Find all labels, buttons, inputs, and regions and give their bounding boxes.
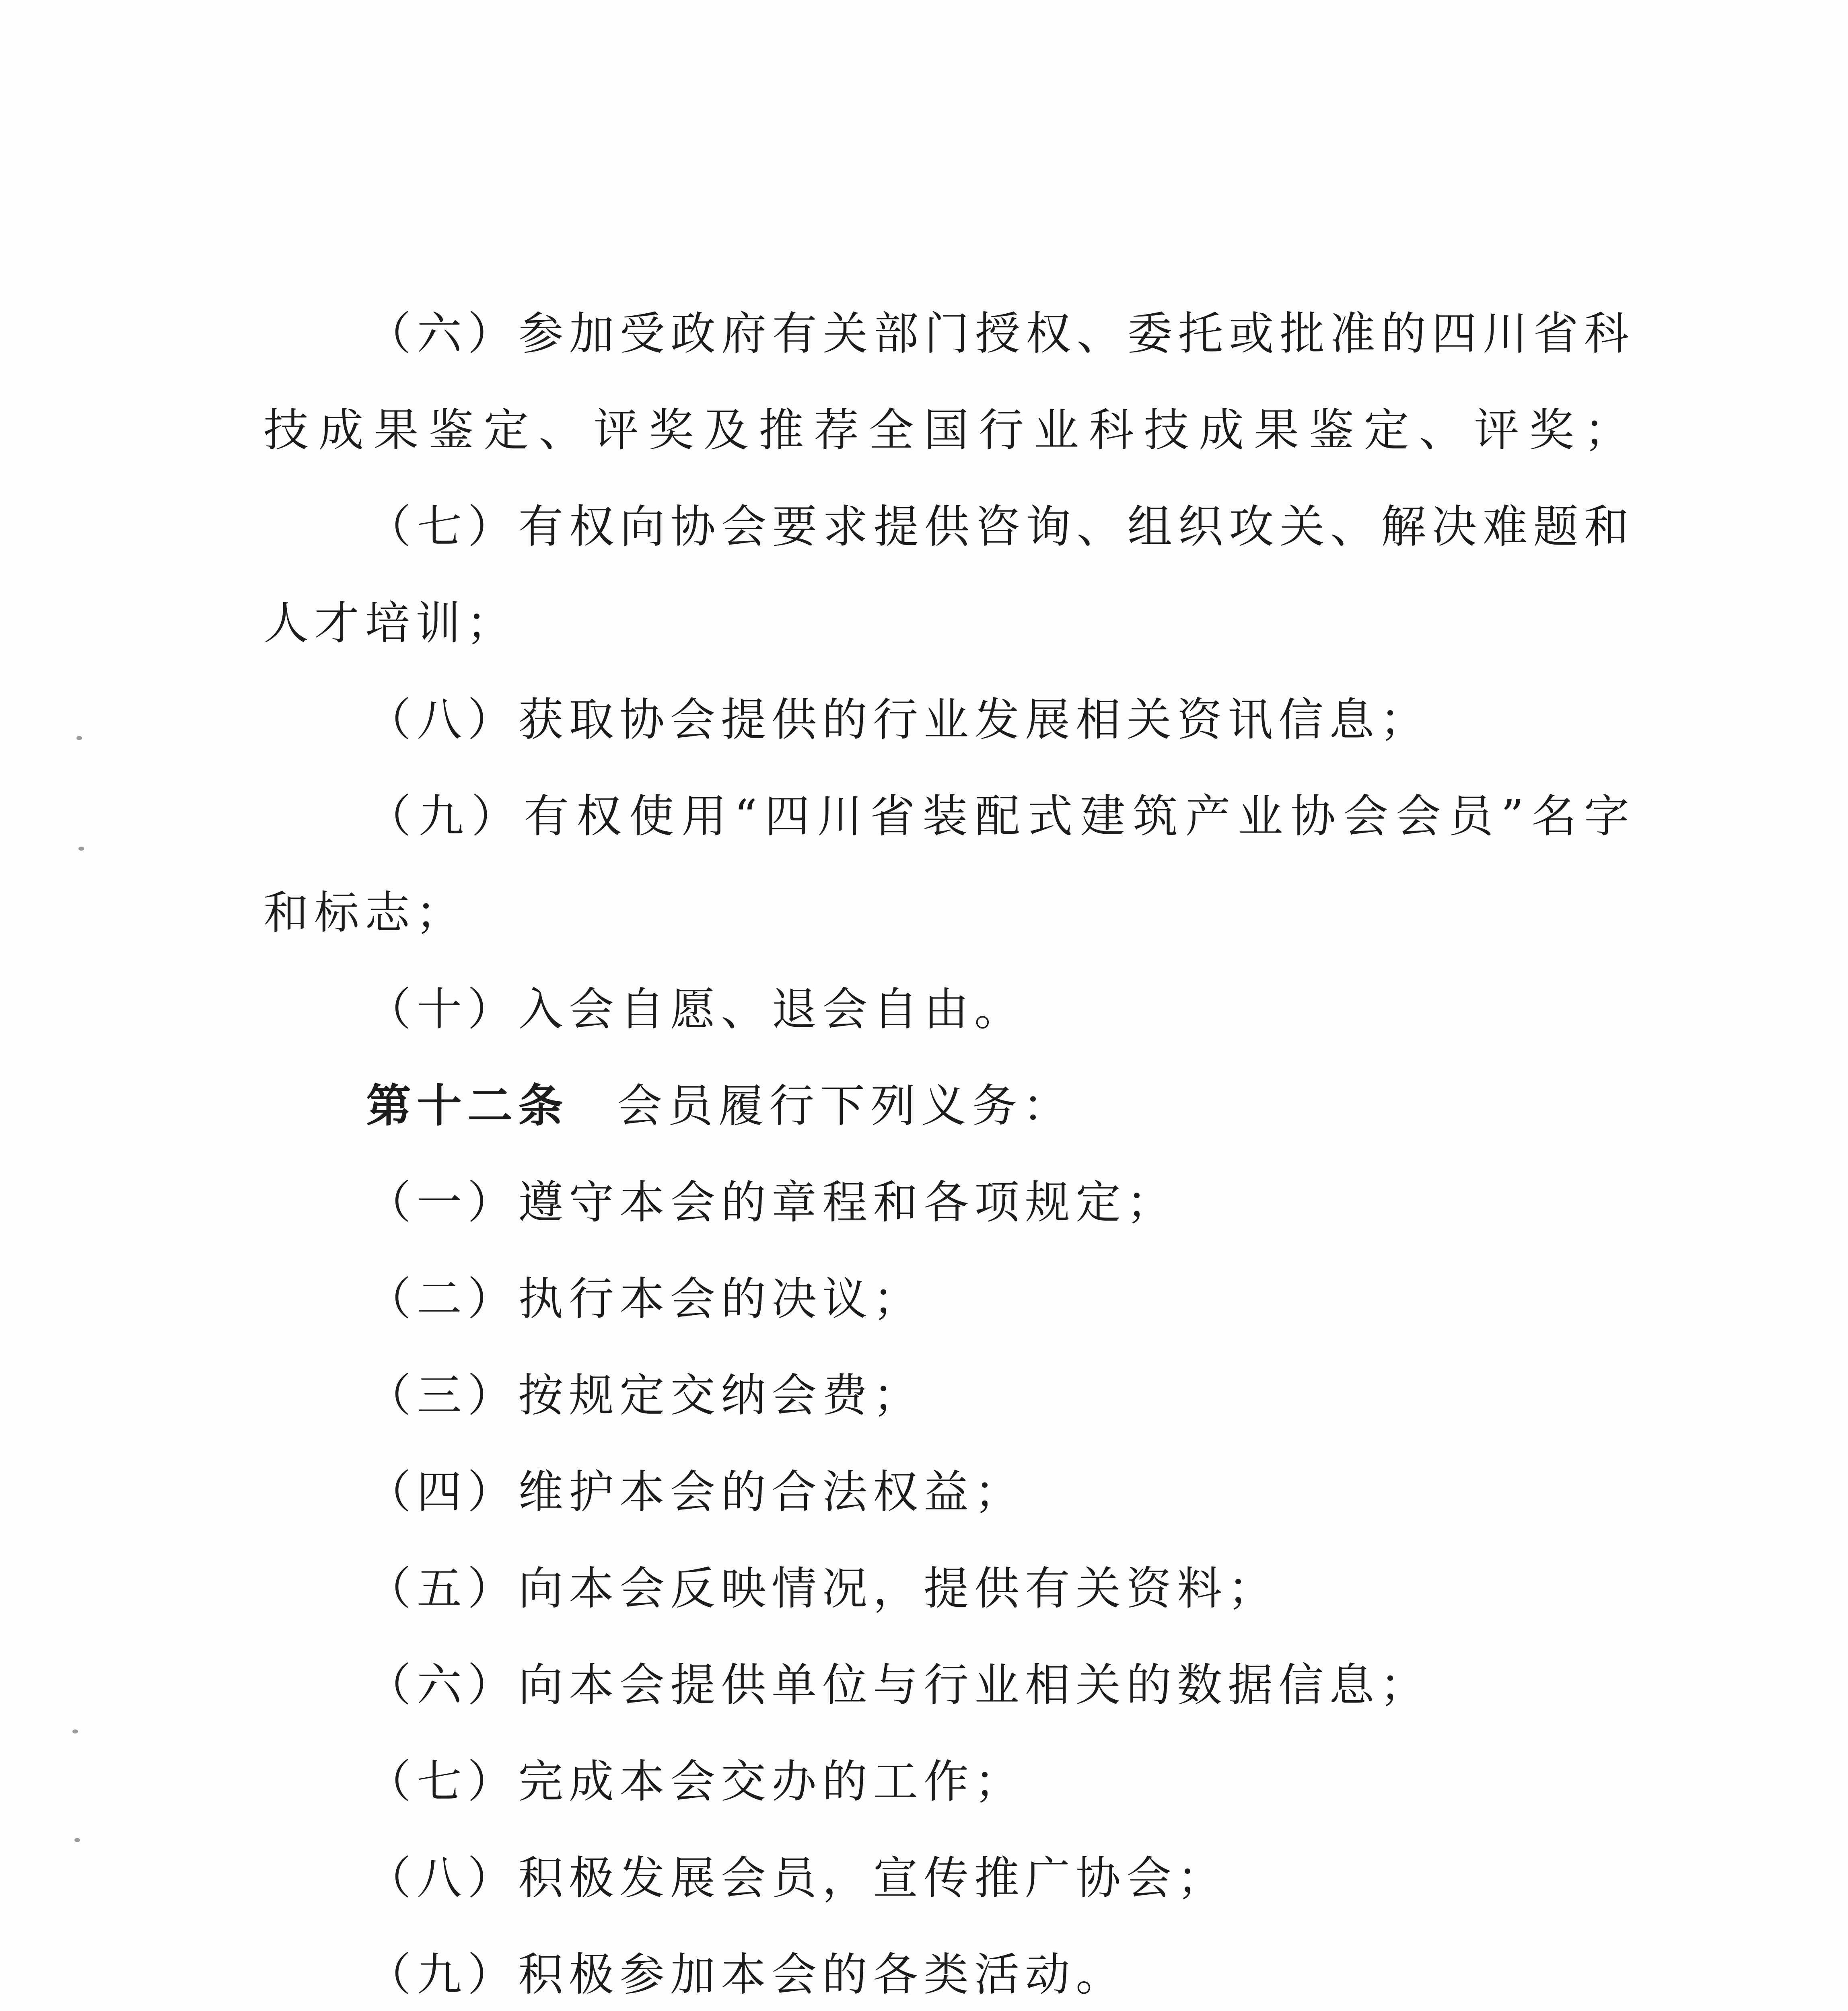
glyph: 有: [524, 790, 569, 843]
text-line: [366, 788, 1629, 845]
glyph: 技: [263, 404, 309, 456]
text-line: 和标志；: [263, 887, 466, 939]
glyph: 四: [1432, 308, 1477, 360]
glyph: 川: [817, 790, 862, 843]
glyph: 织: [1178, 501, 1223, 553]
glyph: 关: [1279, 501, 1325, 553]
glyph: 字: [1584, 790, 1629, 843]
glyph: 会: [721, 501, 767, 553]
glyph: 要: [772, 501, 817, 553]
glyph: 供: [924, 501, 969, 553]
glyph: 攻: [1229, 501, 1274, 553]
glyph: 员: [1448, 790, 1494, 843]
glyph: 咨: [975, 501, 1020, 553]
glyph: 协: [1290, 790, 1336, 843]
glyph: 门: [924, 308, 969, 360]
glyph: 评: [593, 404, 639, 456]
glyph: 和: [1584, 501, 1629, 553]
glyph: 名: [1531, 790, 1577, 843]
glyph: 府: [721, 308, 767, 360]
glyph: 权: [576, 790, 621, 843]
glyph: 权: [569, 501, 614, 553]
glyph: 政: [670, 308, 716, 360]
text-line: 人才培训；: [263, 597, 517, 650]
scan-speck: [72, 1729, 78, 1733]
glyph: 建: [1080, 790, 1126, 843]
glyph: （: [366, 790, 411, 843]
glyph: 成: [1199, 404, 1244, 456]
scan-speck: [74, 1838, 80, 1842]
glyph: 用: [681, 790, 727, 843]
glyph: “: [734, 790, 757, 843]
glyph: 鉴: [428, 404, 474, 456]
text-line: [263, 402, 1629, 459]
glyph: 科: [1584, 308, 1629, 360]
glyph: 奖: [648, 404, 694, 456]
glyph: 题: [1533, 501, 1578, 553]
glyph: 技: [1144, 404, 1189, 456]
glyph: 或: [1229, 308, 1274, 360]
glyph: 批: [1279, 308, 1325, 360]
text-line: （七）完成本会交办的工作；: [366, 1756, 1025, 1808]
glyph: 荐: [813, 404, 859, 456]
article-12-heading: 第十二条: [366, 1080, 569, 1132]
text-line: （三）按规定交纳会费；: [366, 1369, 924, 1422]
glyph: 有: [518, 501, 564, 553]
glyph: 解: [1381, 501, 1426, 553]
glyph: 及: [704, 404, 749, 456]
glyph: 有: [772, 308, 817, 360]
glyph: 鉴: [1309, 404, 1354, 456]
glyph: 式: [1027, 790, 1073, 843]
glyph: 省: [870, 790, 915, 843]
glyph: 授: [975, 308, 1020, 360]
glyph: 成: [318, 404, 364, 456]
glyph: （: [366, 308, 411, 360]
glyph: ）: [467, 501, 513, 553]
glyph: 推: [759, 404, 804, 456]
glyph: 向: [619, 501, 665, 553]
article-12-text: 会员履行下列义务：: [617, 1080, 1073, 1132]
glyph: 装: [922, 790, 968, 843]
glyph: ”: [1501, 790, 1524, 843]
glyph: 会: [1343, 790, 1388, 843]
glyph: ）: [471, 790, 517, 843]
glyph: 决: [1432, 501, 1477, 553]
glyph: 使: [629, 790, 674, 843]
glyph: 委: [1127, 308, 1173, 360]
text-line: [366, 499, 1629, 555]
glyph: 权: [1026, 308, 1071, 360]
glyph: 国: [924, 404, 969, 456]
glyph: 六: [417, 308, 462, 360]
text-line: （四）维护本会的合法权益；: [366, 1466, 1025, 1518]
glyph: 、: [1076, 308, 1122, 360]
text-line: （八）获取协会提供的行业发展相关资讯信息；: [366, 694, 1430, 746]
text-line: （六）向本会提供单位与行业相关的数据信息；: [366, 1659, 1430, 1711]
glyph: 关: [823, 308, 868, 360]
glyph: 科: [1089, 404, 1134, 456]
glyph: （: [366, 501, 411, 553]
scan-speck: [76, 736, 82, 740]
glyph: 定: [484, 404, 529, 456]
text-line: （五）向本会反映情况，提供有关资料；: [366, 1563, 1278, 1615]
glyph: 提: [873, 501, 919, 553]
text-line: （二）执行本会的决议；: [366, 1273, 924, 1325]
glyph: 准: [1330, 308, 1375, 360]
text-line: （八）积极发展会员，宣传推广协会；: [366, 1852, 1228, 1904]
glyph: 产: [1185, 790, 1231, 843]
glyph: 行: [979, 404, 1024, 456]
glyph: 筑: [1133, 790, 1178, 843]
glyph: 、: [1330, 501, 1375, 553]
glyph: 的: [1381, 308, 1426, 360]
glyph: ）: [467, 308, 513, 360]
glyph: 、: [538, 404, 584, 456]
glyph: 部: [873, 308, 919, 360]
glyph: 全: [868, 404, 914, 456]
text-line: [366, 306, 1629, 362]
text-line: （十）入会自愿、退会自由。: [366, 983, 1025, 1036]
glyph: 省: [1533, 308, 1578, 360]
glyph: ；: [1584, 404, 1629, 456]
glyph: 评: [1474, 404, 1519, 456]
glyph: 定: [1364, 404, 1409, 456]
glyph: 、: [1419, 404, 1464, 456]
glyph: 川: [1482, 308, 1528, 360]
article-12: [366, 1078, 1073, 1134]
glyph: 参: [518, 308, 564, 360]
glyph: 果: [1254, 404, 1299, 456]
glyph: 协: [670, 501, 716, 553]
scan-speck: [78, 847, 84, 851]
glyph: 七: [417, 501, 462, 553]
text-line: （九）积极参加本会的各类活动。: [366, 1949, 1126, 2001]
glyph: 果: [373, 404, 419, 456]
glyph: 、: [1076, 501, 1122, 553]
glyph: 受: [619, 308, 665, 360]
glyph: 四: [765, 790, 810, 843]
glyph: 业: [1238, 790, 1283, 843]
glyph: 组: [1127, 501, 1173, 553]
glyph: 托: [1178, 308, 1223, 360]
glyph: 加: [569, 308, 614, 360]
glyph: 难: [1482, 501, 1528, 553]
glyph: 业: [1033, 404, 1079, 456]
glyph: 九: [418, 790, 464, 843]
glyph: 求: [823, 501, 868, 553]
glyph: 询: [1026, 501, 1071, 553]
glyph: 配: [975, 790, 1020, 843]
glyph: 会: [1395, 790, 1441, 843]
text-line: （一）遵守本会的章程和各项规定；: [366, 1176, 1177, 1229]
glyph: 奖: [1529, 404, 1574, 456]
